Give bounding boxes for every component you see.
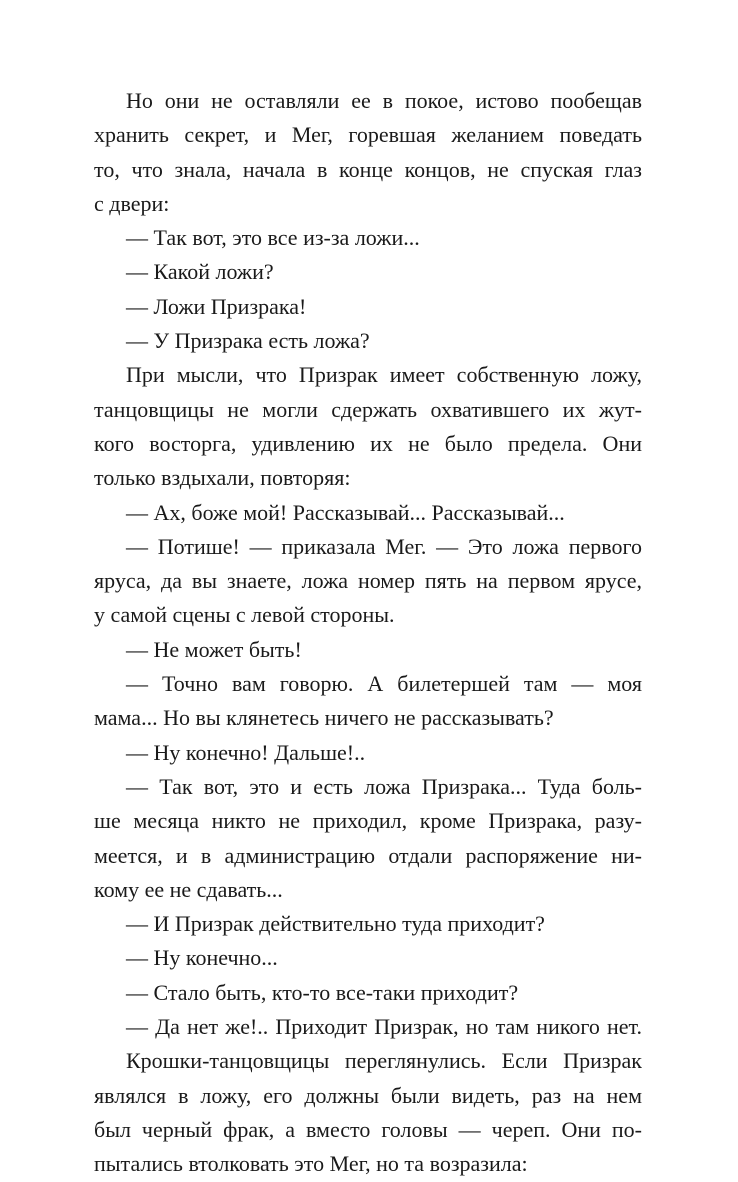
text-line: хранить секрет, и Мег, горевшая желанием поведать [94, 122, 642, 148]
dialogue-line: — Так вот, это все из-за ложи... [126, 225, 420, 251]
text-line: мама... Но вы клянетесь ничего не рассказывать? [94, 705, 554, 731]
text-line: с двери: [94, 190, 170, 216]
dialogue-line: — Какой ложи? [126, 259, 274, 285]
text-line: Крошки-танцовщицы переглянулись. Если Призрак [126, 1048, 642, 1074]
dialogue-line: — Ну конечно... [126, 945, 278, 971]
dialogue-line: — И Призрак действительно туда приходит? [126, 911, 545, 937]
text-line: кого восторга, удивлению их не было предела. Они [94, 430, 642, 456]
text-line: ше месяца никто не приходил, кроме Призрака, разу- [94, 808, 642, 834]
text-line: пытались втолковать это Мег, но та возразила: [94, 1151, 528, 1177]
dialogue-line: — Да нет же!.. Приходит Призрак, но там никого нет. [126, 1014, 642, 1040]
dialogue-line: — Так вот, это и есть ложа Призрака... Туда боль- [126, 773, 642, 799]
text-line: был черный фрак, а вместо головы — череп. Они по- [94, 1116, 642, 1142]
dialogue-line: — Ложи Призрака! [126, 293, 307, 319]
dialogue-line: — Ах, боже мой! Рассказывай... Рассказывай... [126, 499, 565, 525]
text-line: яруса, да вы знаете, ложа номер пять на первом ярусе, [94, 568, 642, 594]
dialogue-line: — Потише! — приказала Мег. — Это ложа первого [126, 533, 642, 559]
body-text [94, 84, 642, 1182]
text-line: танцовщицы не могли сдержать охватившего их жут- [94, 396, 642, 422]
dialogue-line: — Стало быть, кто-то все-таки приходит? [126, 979, 519, 1005]
text-line: Но они не оставляли ее в покое, истово пообещав [126, 88, 642, 113]
text-line: то, что знала, начала в конце концов, не спуская глаз [94, 156, 642, 182]
dialogue-line: — Точно вам говорю. А билетершей там — моя [126, 671, 642, 697]
text-line: меется, и в администрацию отдали распоряжение ни- [94, 842, 642, 868]
text-line: При мысли, что Призрак имеет собственную ложу, [126, 362, 642, 388]
dialogue-line: — Ну конечно! Дальше!.. [126, 739, 366, 765]
text-line: только вздыхали, повторяя: [94, 465, 351, 491]
text-line: кому ее не сдавать... [94, 876, 283, 902]
text-line: у самой сцены с левой стороны. [94, 602, 395, 628]
dialogue-line: — У Призрака есть ложа? [126, 328, 370, 354]
text-line: являлся в ложу, его должны были видеть, раз на нем [94, 1082, 642, 1108]
dialogue-line: — Не может быть! [126, 636, 302, 662]
